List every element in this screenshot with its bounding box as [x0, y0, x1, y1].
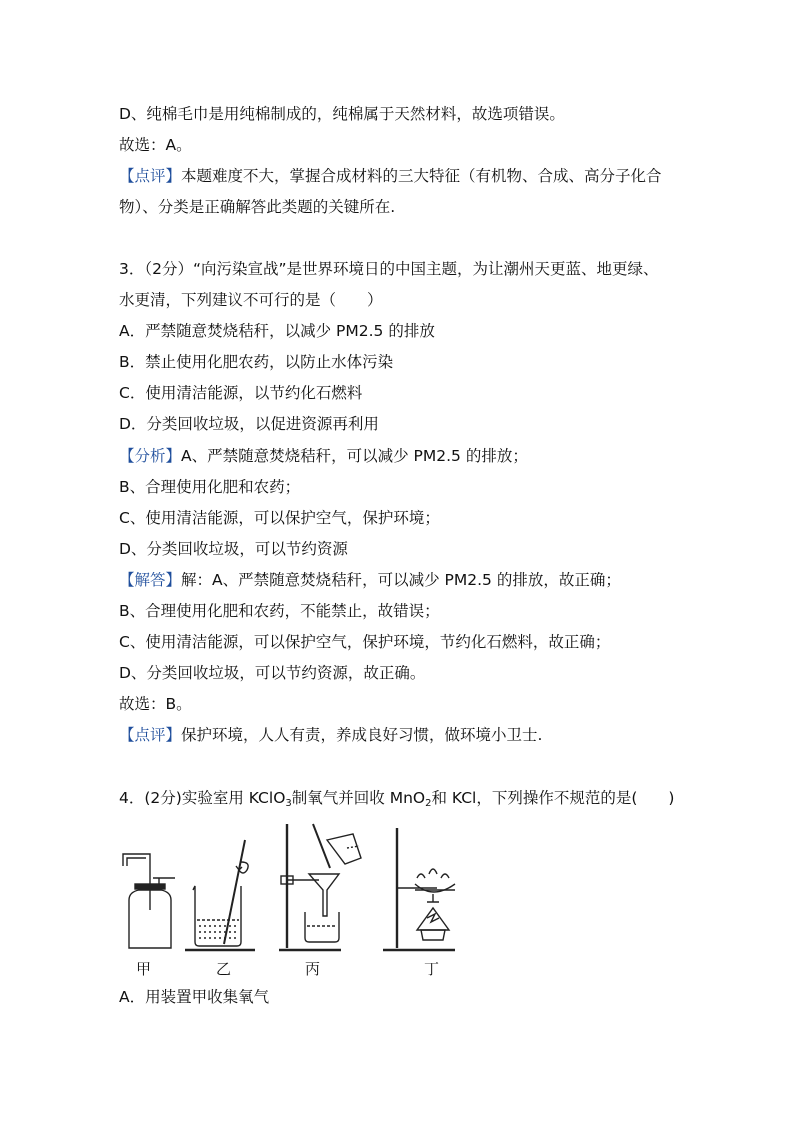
analysis-tag: 【分析】: [119, 447, 182, 465]
q4-sub-2: 2: [425, 798, 432, 809]
label-jia: 甲: [136, 960, 152, 978]
beaker-stirring-apparatus: [185, 840, 255, 950]
solution-tag: 【解答】: [119, 571, 182, 589]
solution-text: 解：A、严禁随意焚烧秸秆，可以减少 PM2.5 的排放，故正确；: [181, 571, 621, 589]
analysis-line-3: C、使用清洁能源，可以保护空气，保护环境；: [119, 509, 440, 527]
analysis-line-1: [119, 446, 528, 466]
q4-sub-3: 3: [285, 798, 292, 809]
comment2-text: 保护环境，人人有责，养成良好习惯，做环境小卫士.: [181, 726, 543, 744]
solution-line-4: D、分类回收垃圾，可以节约资源，故正确。: [119, 664, 426, 682]
q3-title-2: 水更清，下列建议不可行的是（ ）: [119, 291, 383, 309]
line-answer-b: 故选：B。: [119, 695, 192, 713]
solution-line-2: B、合理使用化肥和农药，不能禁止，故错误；: [119, 602, 440, 620]
comment2-tag: 【点评】: [119, 726, 182, 744]
gas-bottle-apparatus: [123, 854, 175, 948]
analysis-line-2: B、合理使用化肥和农药；: [119, 478, 301, 496]
q4-option-a: A．用装置甲收集氧气: [119, 988, 270, 1006]
q3-option-b: B．禁止使用化肥农药，以防止水体污染: [119, 353, 394, 371]
q3-title: 3．（2分）“向污染宣战”是世界环境日的中国主题，为让潮州天更蓝、地更绿、: [119, 260, 659, 278]
label-ding: 丁: [424, 960, 440, 978]
evaporation-apparatus: [383, 828, 455, 950]
solution-line-1: [119, 570, 621, 590]
q4-title-post: 和 KCl，下列操作不规范的是( ): [431, 789, 675, 807]
comment-text: 本题难度不大，掌握合成材料的三大特征（有机物、合成、高分子化合: [181, 167, 662, 185]
q3-option-a: A．严禁随意焚烧秸秆，以减少 PM2.5 的排放: [119, 322, 435, 340]
label-bing: 丙: [305, 960, 321, 978]
q3-option-c: C．使用清洁能源，以节约化石燃料: [119, 384, 363, 402]
comment2-line: [119, 725, 542, 745]
label-yi: 乙: [216, 960, 232, 978]
solution-line-3: C、使用清洁能源，可以保护空气，保护环境，节约化石燃料，故正确；: [119, 633, 611, 651]
comment-tag: 【点评】: [119, 167, 182, 185]
comment-line-1: [119, 166, 662, 186]
q4-title-pre: 4．(2分)实验室用 KClO: [119, 789, 286, 807]
filtration-apparatus: [279, 824, 361, 950]
q3-option-d: D．分类回收垃圾，以促进资源再利用: [119, 415, 379, 433]
line-d-option: D、纯棉毛巾是用纯棉制成的，纯棉属于天然材料，故选项错误。: [119, 105, 565, 123]
q4-title-mid: 制氧气并回收 MnO: [291, 789, 426, 807]
analysis-line-4: D、分类回收垃圾，可以节约资源: [119, 540, 348, 558]
analysis-text: A、严禁随意焚烧秸秆，可以减少 PM2.5 的排放；: [181, 447, 528, 465]
comment-line-2: 物）、分类是正确解答此类题的关键所在.: [119, 198, 396, 216]
line-answer-a: 故选：A。: [119, 136, 192, 154]
q4-title: [119, 788, 674, 814]
apparatus-figure: [115, 818, 475, 978]
